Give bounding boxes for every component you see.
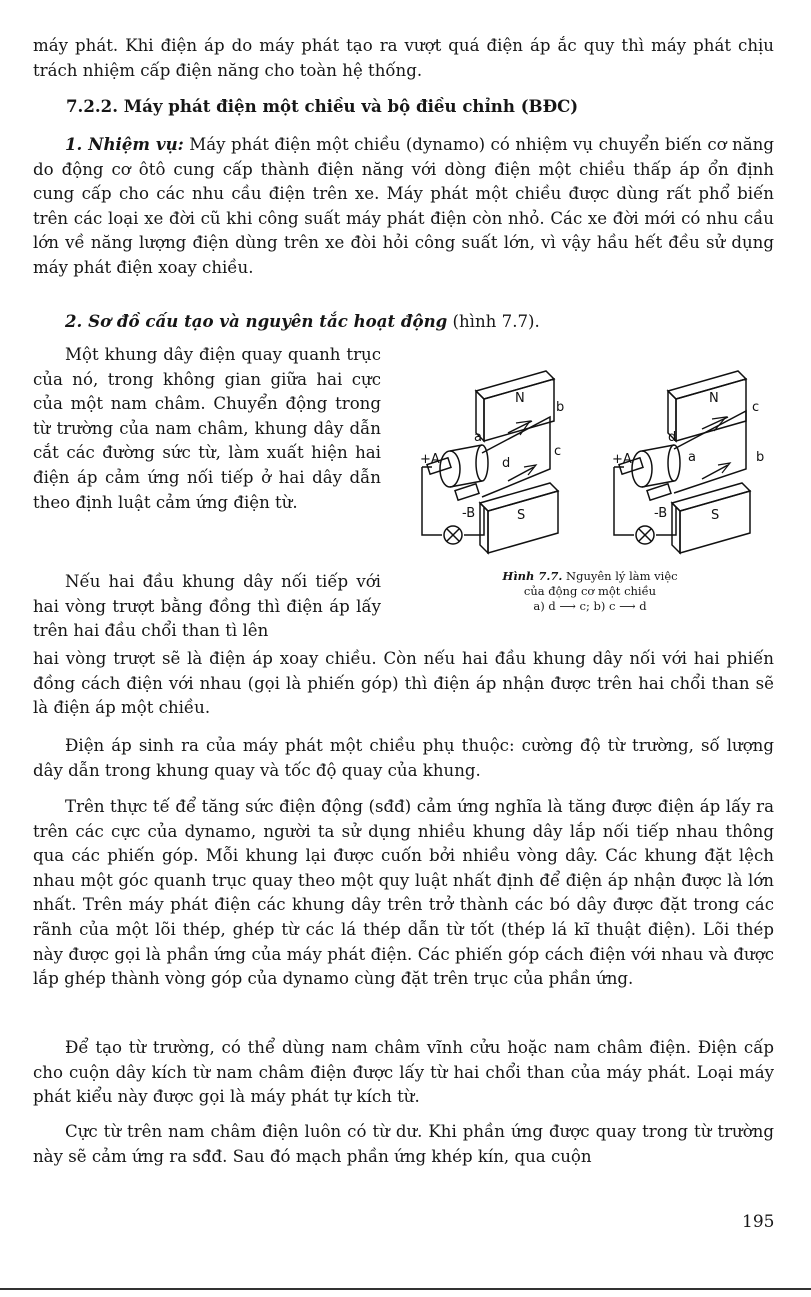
pole-n-left: N bbox=[515, 391, 525, 406]
paragraph-slip-rings-part2: hai vòng trượt sẽ là điện áp xoay chiều. Còn nếu hai đầu khung dây nối với hai phiến đồng cách điện với nhau (gọi là phiến góp) thì điện áp nhận được trên hai chổi than sẽ là điện áp một chiều. bbox=[33, 649, 774, 718]
coil-label-b-left: b bbox=[556, 400, 565, 415]
bottom-divider bbox=[0, 1288, 811, 1290]
magnet-north-left bbox=[476, 371, 554, 441]
structure-ref: (hình 7.7). bbox=[447, 312, 540, 331]
figure-7-7-dc-generator-diagram bbox=[412, 357, 777, 562]
terminal-plus-a-left: +A bbox=[420, 452, 440, 467]
task-label: 1. Nhiệm vụ: bbox=[65, 134, 184, 154]
paragraph-residual-magnetism: Cực từ trên nam châm điện luôn có từ dư. Khi phần ứng được quay trong từ trường này sẽ cảm ứng ra sđđ. Sau đó mạch phần ứng khép kín, qua cuộn bbox=[33, 1122, 774, 1166]
coil-label-d-left: d bbox=[502, 456, 511, 471]
paragraph-magnetic-field: Để tạo từ trường, có thể dùng nam châm vĩnh cửu hoặc nam châm điện. Điện cấp cho cuộn dây kích từ nam châm điện được lấy từ hai chổi than của máy phát. Loại máy phát kiểu này được gọi là máy phát tự kích từ. bbox=[33, 1038, 774, 1107]
task-text: Máy phát điện một chiều (dynamo) có nhiệm vụ chuyển biến cơ năng do động cơ ôtô cung cấp thành điện năng với dòng điện một chiều thấp áp ổn định cung cấp cho các nhu cầu điện trên xe. Máy phát một chiều được dùng rất phổ biến trên các loại xe đời cũ khi công suất máy phát điện còn nhỏ. Các xe đời mới có nhu cầu lớn về năng lượng điện dùng trên xe đòi hỏi công suất lớn, vì vậy hầu hết đều sử dụng máy phát điện xoay chiều. bbox=[33, 135, 774, 277]
paragraph-voltage-factors: Điện áp sinh ra của máy phát một chiều phụ thuộc: cường độ từ trường, số lượng dây dẫn trong khung quay và tốc độ quay của khung. bbox=[33, 736, 774, 780]
paragraph-slip-rings-part1: Nếu hai đầu khung dây nối tiếp với hai vòng trượt bằng đồng thì điện áp lấy trên hai đầu chổi than tì lên bbox=[33, 572, 381, 641]
paragraph-intro: máy phát. Khi điện áp do máy phát tạo ra vượt quá điện áp ắc quy thì máy phát chịu trách nhiệm cấp điện năng cho toàn hệ thống. bbox=[33, 36, 774, 80]
paragraph-practice: Trên thực tế để tăng sức điện động (sđđ) cảm ứng nghĩa là tăng được điện áp lấy ra trên các cực của dynamo, người ta sử dụng nhiều khung dây lắp nối tiếp nhau thông qua các phiến góp. Mỗi khung lại được cuốn bởi nhiều vòng dây. Các khung đặt lệch nhau một góc quanh trục quay theo một quy luật nhất định để điện áp nhận được là lớn nhất. Trên máy phát điện các khung dây trên trở thành các bó dây được đặt trong các rãnh của một lõi thép, ghép từ các lá thép dẫn từ tốt (thép lá kĩ thuật điện). Lõi thép này được gọi là phần ứng của máy phát điện. Các phiến góp cách điện với nhau và được lắp ghép thành vòng góp của dynamo cùng đặt trên trục của phần ứng. bbox=[33, 797, 774, 989]
diagram-left bbox=[420, 371, 564, 553]
caption-line-3: a) d ⟶ c; b) c ⟶ d bbox=[533, 599, 647, 613]
coil-label-a-left: a bbox=[474, 430, 482, 445]
section-heading-7-2-2: 7.2.2. Máy phát điện một chiều và bộ điều chỉnh (BĐC) bbox=[66, 96, 579, 116]
pole-s-right: S bbox=[711, 508, 720, 523]
caption-line-2: của động cơ một chiều bbox=[523, 584, 657, 598]
figure-caption bbox=[440, 569, 740, 614]
pole-s-left: S bbox=[517, 508, 526, 523]
caption-text: Nguyên lý làm việc bbox=[562, 569, 678, 583]
caption-line-1 bbox=[440, 569, 740, 584]
page-number: 195 bbox=[742, 1212, 775, 1232]
paragraph-structure-heading bbox=[33, 309, 774, 335]
rotating-coil-left bbox=[482, 417, 550, 497]
terminal-minus-b-right: -B bbox=[654, 506, 668, 521]
paragraph-rotating-frame: Một khung dây điện quay quanh trục của nó, trong không gian giữa hai cực của một nam châm. Chuyển động trong từ trường của nam châm, khung dây dẫn cắt các đường sức từ, làm xuất hiện hai điện áp cảm ứng nối tiếp ở hai dây dẫn theo định luật cảm ứng điện từ. bbox=[33, 345, 381, 512]
caption-label: Hình 7.7. bbox=[502, 569, 563, 583]
pole-n-right: N bbox=[709, 391, 719, 406]
magnet-north-right bbox=[668, 371, 746, 441]
coil-label-b-right: b bbox=[756, 450, 765, 465]
paragraph-task bbox=[33, 132, 774, 281]
coil-label-d-right: d bbox=[668, 430, 677, 445]
rotating-coil-right bbox=[674, 411, 746, 493]
structure-label: 2. Sơ đồ cấu tạo và nguyên tắc hoạt động bbox=[65, 311, 448, 331]
magnet-south-right bbox=[672, 483, 750, 553]
coil-label-c-left: c bbox=[554, 444, 562, 459]
terminal-plus-a-right: +A bbox=[612, 452, 632, 467]
diagram-right bbox=[612, 371, 764, 553]
terminal-minus-b-left: -B bbox=[462, 506, 476, 521]
coil-label-a-right: a bbox=[688, 450, 696, 465]
coil-label-c-right: c bbox=[752, 400, 760, 415]
